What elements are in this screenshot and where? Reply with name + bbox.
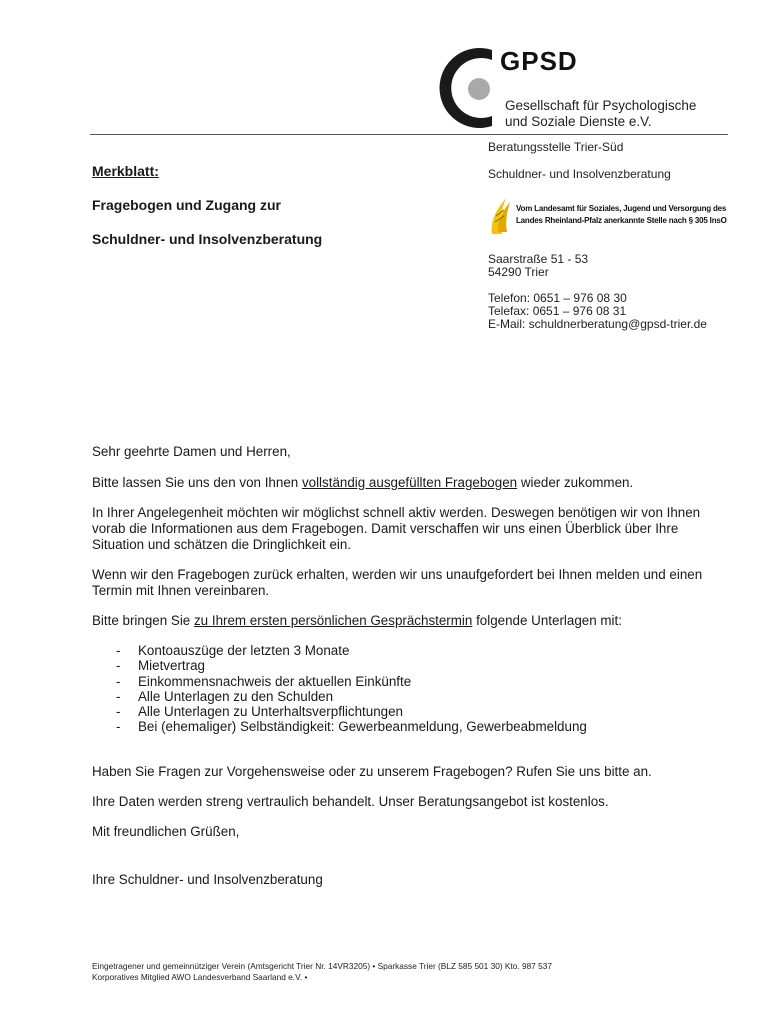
salutation: Sehr geehrte Damen und Herren, [92,444,291,459]
list-item: - Einkommensnachweis der aktuellen Einkünfte [116,673,412,689]
paragraph-return-form [92,475,722,491]
paragraph-questions: Haben Sie Fragen zur Vorgehensweise oder zu unserem Fragebogen? Rufen Sie uns bitte an. [92,764,652,779]
document-label: Merkblatt: [92,163,159,179]
seal-text [516,203,727,227]
closing: Mit freundlichen Grüßen, [92,824,240,839]
list-item: - Alle Unterlagen zu Unterhaltsverpflichtungen [116,704,403,720]
office-department: Schuldner- und Insolvenzberatung [488,167,671,181]
list-item-text: Alle Unterlagen zu den Schulden [138,688,334,704]
list-item-text: Kontoauszüge der letzten 3 Monate [138,643,350,658]
required-documents-list [116,643,587,735]
signature: Ihre Schuldner- und Insolvenzberatung [92,872,323,887]
paragraph-documents-intro [92,613,722,629]
list-item: - Mietvertrag [116,658,205,674]
p4-emphasis: zu Ihrem ersten persönlichen Gesprächstermin [193,613,473,628]
footer-line1: Eingetragener und gemeinnütziger Verein (Amtsgericht Trier Nr. 14VR3205) • Sparkasse Trier (BLZ 585 501 30) Kto. 987 537 [92,961,552,971]
header-divider [90,134,728,135]
logo-subtitle [505,98,696,130]
list-item: - Kontoauszüge der letzten 3 Monate [116,643,350,658]
list-item-text: Bei (ehemaliger) Selbständigkeit: Gewerbeanmeldung, Gewerbeabmeldung [138,719,587,735]
office-city: 54290 Trier [488,265,549,279]
list-item-text: Alle Unterlagen zu Unterhaltsverpflichtungen [138,704,403,720]
footer-line2: Korporatives Mitglied AWO Landesverband Saarland e.V. • [92,972,308,982]
p1-after: wieder zukommen. [517,475,634,490]
list-item-text: Mietvertrag [138,658,205,674]
state-recognition-seal-icon [488,196,512,236]
office-name: Beratungsstelle Trier-Süd [488,140,624,154]
document-title-line2: Schuldner- und Insolvenzberatung [92,231,323,247]
p4-after: folgende Unterlagen mit: [472,613,622,628]
list-item: - Bei (ehemaliger) Selbständigkeit: Gewerbeanmeldung, Gewerbeabmeldung [116,719,587,735]
seal-text-line2: Landes Rheinland-Pfalz anerkannte Stelle nach § 305 InsO [516,216,727,225]
office-fax: Telefax: 0651 – 976 08 31 [488,304,627,318]
p1-emphasis: vollständig ausgefüllten Fragebogen [301,475,518,490]
office-email: E-Mail: schuldnerberatung@gpsd-trier.de [488,317,707,331]
list-item: - Alle Unterlagen zu den Schulden [116,688,334,704]
list-item-text: Einkommensnachweis der aktuellen Einkünfte [138,673,412,689]
logo-subtitle-line1: Gesellschaft für Psychologische [505,98,697,113]
office-phone: Telefon: 0651 – 976 08 30 [488,291,627,305]
seal-text-line1: Vom Landesamt für Soziales, Jugend und Versorgung des [516,204,727,213]
logo-subtitle-line2: und Soziale Dienste e.V. [505,114,652,129]
paragraph-privacy: Ihre Daten werden streng vertraulich behandelt. Unser Beratungsangebot ist kostenlos. [92,794,609,809]
paragraph-purpose: In Ihrer Angelegenheit möchten wir möglichst schnell aktiv werden. Deswegen benötigen wir von Ihnen vorab die Informationen aus dem Fragebogen. Damit verschaffen wir uns einen Überblick über Ihre Situation und schätzen die Dringlichkeit ein. [92,505,701,552]
p4-before: Bitte bringen Sie [92,613,194,628]
office-street: Saarstraße 51 - 53 [488,252,589,266]
logo-title: GPSD [500,46,578,76]
document-title-line1: Fragebogen und Zugang zur [92,197,281,213]
paragraph-appointment: Wenn wir den Fragebogen zurück erhalten, werden wir uns unaufgefordert bei Ihnen melden und einen Termin mit Ihnen vereinbaren. [92,567,703,598]
p1-before: Bitte lassen Sie uns den von Ihnen [92,475,302,490]
